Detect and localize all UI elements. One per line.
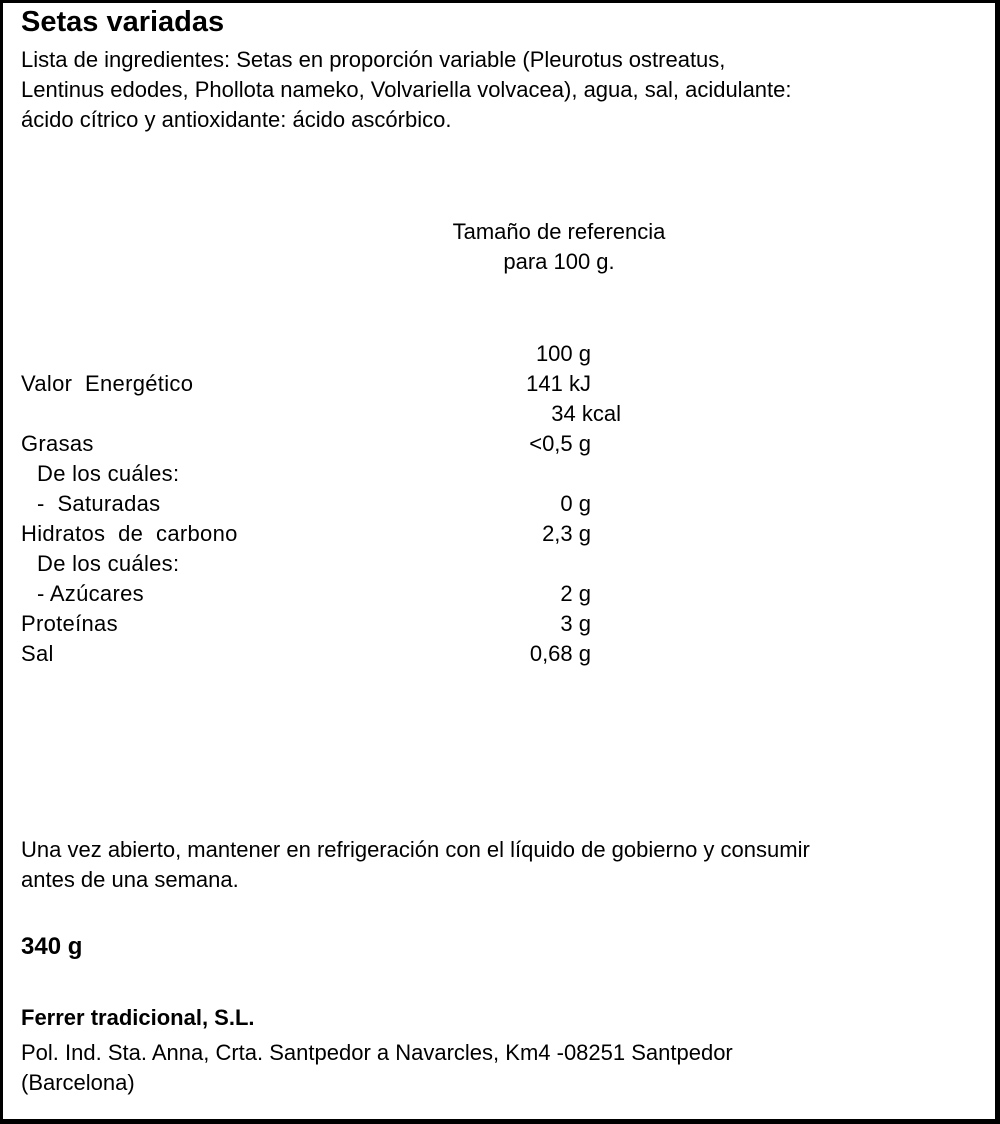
nutrition-row-protein	[21, 609, 621, 639]
nutrition-row-energy-kj	[21, 369, 621, 399]
net-weight: 340 g	[21, 933, 83, 960]
address-line: (Barcelona)	[21, 1070, 135, 1095]
nutrient-label: Valor Energético	[21, 371, 194, 396]
storage-line: Una vez abierto, mantener en refrigeración con el líquido de gobierno y consumir	[21, 837, 810, 862]
nutrient-value: <0,5 g	[529, 431, 591, 456]
nutrition-row-sugars	[21, 579, 621, 609]
nutrition-row-energy-kcal	[21, 399, 621, 429]
ingredients-line: ácido cítrico y antioxidante: ácido ascórbico.	[21, 107, 452, 132]
nutrient-value: 34 kcal	[551, 401, 621, 426]
nutrition-table	[21, 339, 621, 669]
nutrient-value: 141 kJ	[526, 371, 591, 396]
nutrient-value: 0,68 g	[529, 641, 591, 666]
ingredients-line: Lista de ingredientes: Setas en proporción variable (Pleurotus ostreatus,	[21, 47, 726, 72]
nutrient-label: - Azúcares	[37, 581, 144, 606]
nutrient-label: De los cuáles:	[37, 461, 180, 486]
address-line: Pol. Ind. Sta. Anna, Crta. Santpedor a Navarcles, Km4 -08251 Santpedor	[21, 1040, 733, 1065]
reference-size-line: Tamaño de referencia	[452, 219, 666, 244]
nutrient-label: Proteínas	[21, 611, 118, 636]
nutrient-value: 2,3 g	[542, 521, 591, 546]
reference-size	[3, 217, 1000, 277]
storage-instructions	[21, 835, 810, 895]
nutrition-row-carbohydrates	[21, 519, 621, 549]
nutrient-label: - Saturadas	[37, 491, 161, 516]
nutrient-value: 2 g	[560, 581, 591, 606]
product-title: Setas variadas	[21, 6, 225, 38]
nutrition-row-serving	[21, 339, 621, 369]
ingredients-list	[21, 45, 961, 135]
nutrient-value: 0 g	[560, 491, 591, 516]
reference-size-line: para 100 g.	[503, 249, 615, 274]
manufacturer-address	[21, 1038, 733, 1098]
nutrition-row-fat-of-which	[21, 459, 621, 489]
nutrient-label: Hidratos de carbono	[21, 521, 238, 546]
manufacturer-name: Ferrer tradicional, S.L.	[21, 1005, 255, 1030]
ingredients-line: Lentinus edodes, Phollota nameko, Volvariella volvacea), agua, sal, acidulante:	[21, 77, 792, 102]
nutrient-value: 3 g	[560, 611, 591, 636]
nutrition-row-saturated	[21, 489, 621, 519]
nutrient-label: De los cuáles:	[37, 551, 180, 576]
nutrient-value: 100 g	[535, 341, 591, 366]
nutrition-row-carbs-of-which	[21, 549, 621, 579]
nutrition-row-salt	[21, 639, 621, 669]
nutrient-label: Sal	[21, 641, 54, 666]
storage-line: antes de una semana.	[21, 867, 239, 892]
nutrient-label: Grasas	[21, 431, 94, 456]
nutrition-row-fat	[21, 429, 621, 459]
